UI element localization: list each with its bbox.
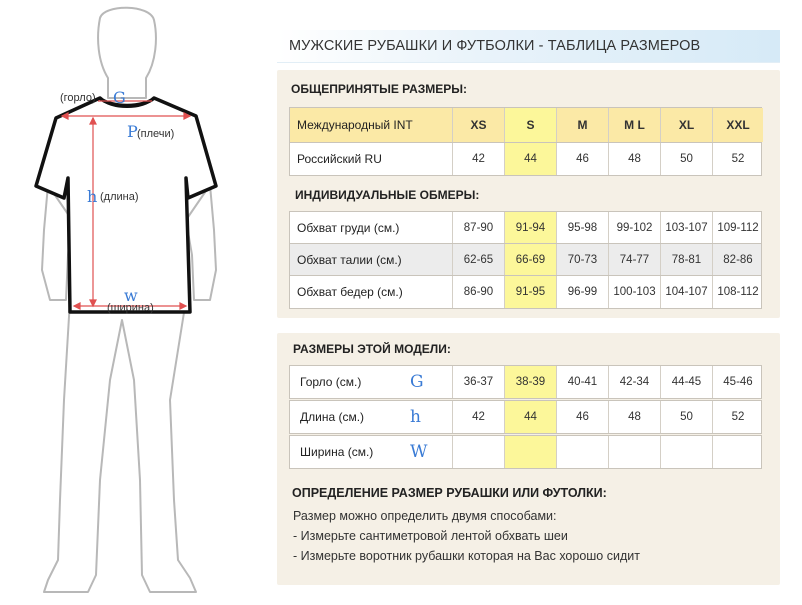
- definition-title: ОПРЕДЕЛЕНИЕ РАЗМЕР РУБАШКИ ИЛИ ФУТОЛКИ:: [292, 486, 607, 500]
- hips-cell: 104-107: [660, 276, 712, 308]
- hips-cell: 96-99: [556, 276, 608, 308]
- length-cell: 42: [452, 401, 504, 433]
- chest-cell: 99-102: [608, 212, 660, 243]
- chest-label: Обхват груди (см.): [297, 220, 400, 235]
- chest-row: [289, 211, 762, 244]
- neck-cell: 38-39: [504, 366, 556, 398]
- ru-cell: 42: [452, 143, 504, 175]
- ru-cell: 50: [660, 143, 712, 175]
- definition-line: Размер можно определить двумя способами:: [293, 509, 557, 523]
- ru-cell: 44: [504, 143, 556, 175]
- model-section-title: РАЗМЕРЫ ЭТОЙ МОДЕЛИ:: [293, 342, 451, 356]
- width-cell: [452, 436, 504, 468]
- length-cell: 48: [608, 401, 660, 433]
- width-cell: [504, 436, 556, 468]
- shoulder-label: (плечи): [137, 128, 175, 140]
- neck-cell: 40-41: [556, 366, 608, 398]
- ru-cell: 52: [712, 143, 763, 175]
- length-cell: 52: [712, 401, 763, 433]
- width-cell: [608, 436, 660, 468]
- chest-cell: 95-98: [556, 212, 608, 243]
- length-cell: 44: [504, 401, 556, 433]
- chest-cell: 109-112: [712, 212, 763, 243]
- length-row: [289, 400, 762, 434]
- size-cell: XXL: [712, 108, 763, 142]
- hips-cell: 100-103: [608, 276, 660, 308]
- neck-cell: 42-34: [608, 366, 660, 398]
- size-cell: S: [504, 108, 556, 142]
- chest-cell: 103-107: [660, 212, 712, 243]
- neck-letter: G: [113, 88, 126, 107]
- neck-label: (горло): [60, 92, 96, 104]
- length-label: (длина): [100, 191, 139, 203]
- definition-line: - Измерьте сантиметровой лентой обхвать шеи: [293, 529, 568, 543]
- length-cell: 46: [556, 401, 608, 433]
- waist-cell: 70-73: [556, 244, 608, 275]
- neck-cell: 44-45: [660, 366, 712, 398]
- size-cell: XL: [660, 108, 712, 142]
- ru-cell: 48: [608, 143, 660, 175]
- width-cell: [660, 436, 712, 468]
- size-cell: M L: [608, 108, 660, 142]
- body-figure: [0, 0, 270, 600]
- hips-cell: 86-90: [452, 276, 504, 308]
- neck-row-label: Горло (см.): [300, 375, 362, 389]
- width-row-label: Ширина (см.): [300, 445, 374, 459]
- title-bar: [277, 30, 780, 63]
- shoulder-letter: P: [127, 122, 138, 141]
- chest-cell: 87-90: [452, 212, 504, 243]
- hips-row: [289, 275, 762, 309]
- waist-cell: 74-77: [608, 244, 660, 275]
- int-header-label: Международный INT: [297, 118, 413, 132]
- ru-cell: 46: [556, 143, 608, 175]
- waist-row: [289, 243, 762, 276]
- int-size-header-row: [289, 107, 762, 143]
- ru-size-row: [289, 142, 762, 176]
- neck-symbol: G: [410, 372, 424, 392]
- size-cell: XS: [452, 108, 504, 142]
- neck-row: [289, 365, 762, 399]
- width-cell: [712, 436, 763, 468]
- hips-cell: 91-95: [504, 276, 556, 308]
- width-cell: [556, 436, 608, 468]
- waist-label: Обхват талии (см.): [297, 252, 402, 267]
- chest-cell: 91-94: [504, 212, 556, 243]
- hips-cell: 108-112: [712, 276, 763, 308]
- neck-cell: 36-37: [452, 366, 504, 398]
- page-title: МУЖСКИЕ РУБАШКИ И ФУТБОЛКИ - ТАБЛИЦА РАЗМЕРОВ: [289, 38, 701, 54]
- length-letter: h: [87, 187, 98, 206]
- standard-section-title: ОБЩЕПРИНЯТЫЕ РАЗМЕРЫ:: [291, 82, 468, 96]
- waist-cell: 62-65: [452, 244, 504, 275]
- width-row: [289, 435, 762, 469]
- hips-label: Обхват бедер (см.): [297, 285, 403, 299]
- length-cell: 50: [660, 401, 712, 433]
- waist-cell: 78-81: [660, 244, 712, 275]
- individual-section-title: ИНДИВИДУАЛЬНЫЕ ОБМЕРЫ:: [295, 188, 480, 202]
- length-row-label: Длина (см.): [300, 410, 365, 424]
- width-symbol: W: [410, 442, 428, 462]
- definition-line: - Измерьте воротник рубашки которая на Вас хорошо сидит: [293, 549, 640, 563]
- neck-cell: 45-46: [712, 366, 763, 398]
- ru-label: Российский RU: [297, 152, 382, 166]
- waist-cell: 66-69: [504, 244, 556, 275]
- width-label: (ширина): [107, 302, 154, 314]
- size-cell: M: [556, 108, 608, 142]
- waist-cell: 82-86: [712, 244, 763, 275]
- length-symbol: h: [410, 407, 421, 427]
- width-letter: w: [124, 286, 138, 305]
